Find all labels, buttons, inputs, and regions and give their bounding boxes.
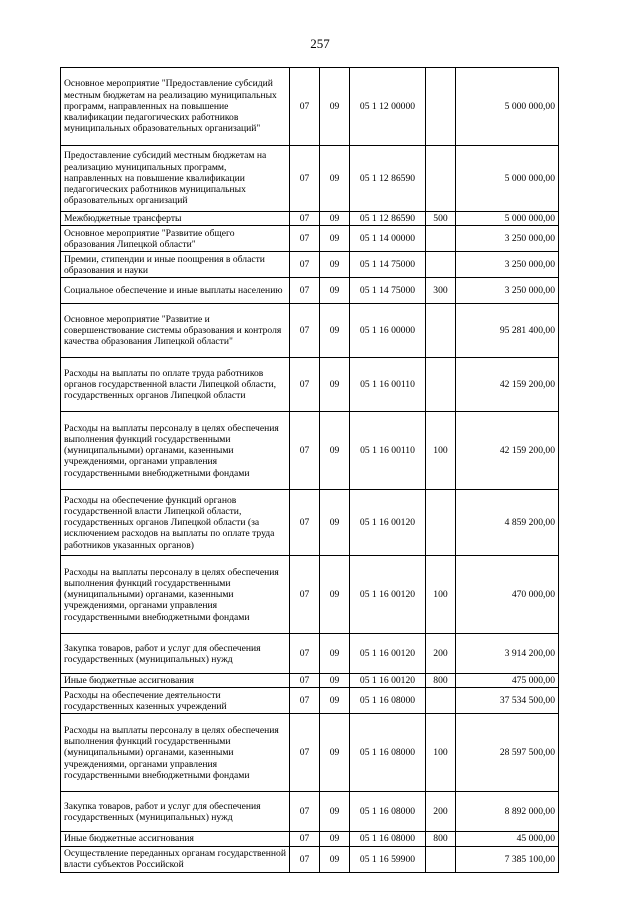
row-name: Закупка товаров, работ и услуг для обеспечения государственных (муниципальных) нужд: [61, 792, 290, 832]
row-section: 07: [290, 304, 320, 358]
table-row: [61, 412, 559, 490]
row-name: Расходы на обеспечение функций органов государственной власти Липецкой области, государственных органов Липецкой области (за исключением расходов на выплаты по оплате труда работников указанных органов): [61, 490, 290, 556]
budget-table: [60, 67, 559, 873]
row-target-code: 05 1 16 00120: [350, 490, 426, 556]
row-expense-type: [426, 226, 456, 252]
row-name: Основное мероприятие "Развитие общего образования Липецкой области": [61, 226, 290, 252]
row-expense-type: [426, 146, 456, 212]
row-name: Премии, стипендии и иные поощрения в области образования и науки: [61, 252, 290, 278]
row-amount: 4 859 200,00: [456, 490, 559, 556]
table-row: [61, 212, 559, 226]
row-name: Иные бюджетные ассигнования: [61, 832, 290, 846]
row-expense-type: 100: [426, 714, 456, 792]
row-target-code: 05 1 16 00110: [350, 412, 426, 490]
row-name: Социальное обеспечение и иные выплаты населению: [61, 278, 290, 304]
row-subsection: 09: [320, 304, 350, 358]
row-section: 07: [290, 358, 320, 412]
row-amount: 3 250 000,00: [456, 226, 559, 252]
row-expense-type: 800: [426, 674, 456, 688]
row-expense-type: 100: [426, 556, 456, 634]
row-amount: 7 385 100,00: [456, 846, 559, 872]
row-subsection: 09: [320, 792, 350, 832]
table-row: [61, 490, 559, 556]
row-target-code: 05 1 14 00000: [350, 226, 426, 252]
row-expense-type: 300: [426, 278, 456, 304]
row-target-code: 05 1 14 75000: [350, 252, 426, 278]
row-amount: 475 000,00: [456, 674, 559, 688]
row-amount: 42 159 200,00: [456, 412, 559, 490]
row-subsection: 09: [320, 226, 350, 252]
row-target-code: 05 1 14 75000: [350, 278, 426, 304]
row-subsection: 09: [320, 212, 350, 226]
row-amount: 3 250 000,00: [456, 278, 559, 304]
table-row: [61, 634, 559, 674]
row-section: 07: [290, 846, 320, 872]
row-target-code: 05 1 16 00120: [350, 634, 426, 674]
row-target-code: 05 1 12 86590: [350, 146, 426, 212]
row-subsection: 09: [320, 278, 350, 304]
row-amount: 5 000 000,00: [456, 146, 559, 212]
table-row: [61, 674, 559, 688]
table-row: [61, 252, 559, 278]
row-section: 07: [290, 212, 320, 226]
row-expense-type: 200: [426, 792, 456, 832]
row-name: Основное мероприятие "Предоставление субсидий местным бюджетам на реализацию муниципальных программ, направленных на повышение квалификации педагогических работников муниципальных образовательных организаций": [61, 68, 290, 146]
row-expense-type: 200: [426, 634, 456, 674]
row-expense-type: [426, 304, 456, 358]
row-expense-type: 500: [426, 212, 456, 226]
row-subsection: 09: [320, 688, 350, 714]
row-expense-type: [426, 252, 456, 278]
row-subsection: 09: [320, 674, 350, 688]
row-section: 07: [290, 792, 320, 832]
row-subsection: 09: [320, 358, 350, 412]
table-row: [61, 714, 559, 792]
row-name: Расходы на обеспечение деятельности государственных казенных учреждений: [61, 688, 290, 714]
row-amount: 28 597 500,00: [456, 714, 559, 792]
row-name: Осуществление переданных органам государственной власти субъектов Российской: [61, 846, 290, 872]
row-subsection: 09: [320, 146, 350, 212]
row-expense-type: 800: [426, 832, 456, 846]
row-expense-type: [426, 68, 456, 146]
row-amount: 42 159 200,00: [456, 358, 559, 412]
row-target-code: 05 1 16 08000: [350, 792, 426, 832]
row-section: 07: [290, 714, 320, 792]
row-amount: 37 534 500,00: [456, 688, 559, 714]
table-row: [61, 556, 559, 634]
row-name: Основное мероприятие "Развитие и совершенствование системы образования и контроля качества образования Липецкой области": [61, 304, 290, 358]
row-subsection: 09: [320, 252, 350, 278]
row-section: 07: [290, 252, 320, 278]
row-name: Расходы на выплаты персоналу в целях обеспечения выполнения функций государственными (муниципальными) органами, казенными учреждениями, органами управления государственными внебюджетными фондами: [61, 714, 290, 792]
row-section: 07: [290, 146, 320, 212]
row-subsection: 09: [320, 556, 350, 634]
row-subsection: 09: [320, 832, 350, 846]
row-target-code: 05 1 16 00120: [350, 556, 426, 634]
row-expense-type: [426, 688, 456, 714]
row-subsection: 09: [320, 846, 350, 872]
row-target-code: 05 1 16 00120: [350, 674, 426, 688]
row-expense-type: [426, 358, 456, 412]
row-section: 07: [290, 634, 320, 674]
row-section: 07: [290, 832, 320, 846]
row-section: 07: [290, 490, 320, 556]
row-name: Межбюджетные трансферты: [61, 212, 290, 226]
row-target-code: 05 1 16 00110: [350, 358, 426, 412]
row-section: 07: [290, 68, 320, 146]
row-target-code: 05 1 16 08000: [350, 832, 426, 846]
row-amount: 3 914 200,00: [456, 634, 559, 674]
row-section: 07: [290, 226, 320, 252]
row-expense-type: [426, 846, 456, 872]
table-row: [61, 832, 559, 846]
table-row: [61, 846, 559, 872]
table-row: [61, 278, 559, 304]
row-section: 07: [290, 412, 320, 490]
table-row: [61, 68, 559, 146]
row-amount: 45 000,00: [456, 832, 559, 846]
row-section: 07: [290, 278, 320, 304]
row-expense-type: 100: [426, 412, 456, 490]
table-row: [61, 304, 559, 358]
row-amount: 5 000 000,00: [456, 212, 559, 226]
table-row: [61, 792, 559, 832]
row-subsection: 09: [320, 412, 350, 490]
table-row: [61, 146, 559, 212]
row-name: Расходы на выплаты персоналу в целях обеспечения выполнения функций государственными (муниципальными) органами, казенными учреждениями, органами управления государственными внебюджетными фондами: [61, 412, 290, 490]
row-name: Расходы на выплаты персоналу в целях обеспечения выполнения функций государственными (муниципальными) органами, казенными учреждениями, органами управления государственными внебюджетными фондами: [61, 556, 290, 634]
row-target-code: 05 1 16 59900: [350, 846, 426, 872]
row-name: Закупка товаров, работ и услуг для обеспечения государственных (муниципальных) нужд: [61, 634, 290, 674]
row-subsection: 09: [320, 490, 350, 556]
row-amount: 3 250 000,00: [456, 252, 559, 278]
row-amount: 5 000 000,00: [456, 68, 559, 146]
table-row: [61, 688, 559, 714]
row-section: 07: [290, 688, 320, 714]
row-expense-type: [426, 490, 456, 556]
row-subsection: 09: [320, 68, 350, 146]
row-section: 07: [290, 674, 320, 688]
row-name: Предоставление субсидий местным бюджетам на реализацию муниципальных программ, направленных на повышение квалификации педагогических работников муниципальных образовательных организаций: [61, 146, 290, 212]
row-amount: 470 000,00: [456, 556, 559, 634]
row-subsection: 09: [320, 634, 350, 674]
row-name: Иные бюджетные ассигнования: [61, 674, 290, 688]
row-amount: 95 281 400,00: [456, 304, 559, 358]
row-target-code: 05 1 16 00000: [350, 304, 426, 358]
row-section: 07: [290, 556, 320, 634]
row-target-code: 05 1 12 00000: [350, 68, 426, 146]
row-target-code: 05 1 16 08000: [350, 714, 426, 792]
row-amount: 8 892 000,00: [456, 792, 559, 832]
row-target-code: 05 1 12 86590: [350, 212, 426, 226]
row-name: Расходы на выплаты по оплате труда работников органов государственной власти Липецкой области, государственных органов Липецкой области: [61, 358, 290, 412]
table-row: [61, 358, 559, 412]
row-target-code: 05 1 16 08000: [350, 688, 426, 714]
row-subsection: 09: [320, 714, 350, 792]
table-row: [61, 226, 559, 252]
page-number: 257: [310, 36, 330, 51]
